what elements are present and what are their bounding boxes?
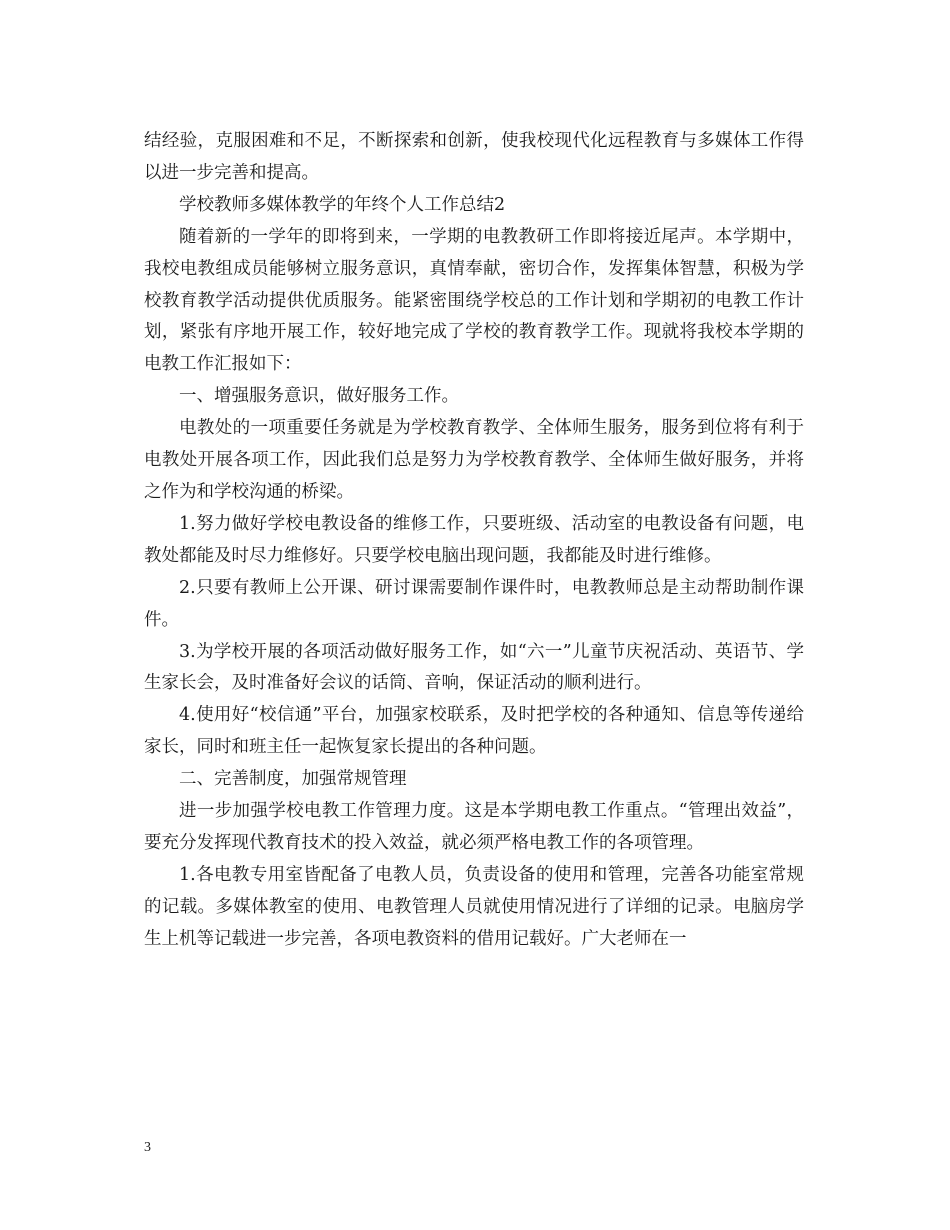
list-item-4: 4.使用好“校信通”平台，加强家校联系，及时把学校的各种通知、信息等传递给家长，同时和班主任一起恢复家长提出的各种问题。 [144, 705, 804, 758]
heading-service: 一、增强服务意识，做好服务工作。 [179, 386, 459, 407]
list-item-3: 3.为学校开展的各项活动做好服务工作，如“六一”儿童节庆祝活动、英语节、学生家长会，及时准备好会议的话筒、音响，保证活动的顺利进行。 [144, 641, 804, 694]
section-title: 学校教师多媒体教学的年终个人工作总结2 [179, 194, 506, 215]
paragraph-intro: 随着新的一学年的即将到来，一学期的电教教研工作即将接近尾声。本学期中，我校电教组成员能够树立服务意识，真情奉献，密切合作，发挥集体智慧，积极为学校教育教学活动提供优质服务。能紧密围绕学校总的工作计划和学期初的电教工作计划，紧张有序地开展工作，较好地完成了学校的教育教学工作。现就将我校本学期的电教工作汇报如下： [144, 226, 804, 375]
paragraph-service: 电教处的一项重要任务就是为学校教育教学、全体师生服务，服务到位将有利于电教处开展各项工作，因此我们总是努力为学校教育教学、全体师生做好服务，并将之作为和学校沟通的桥梁。 [144, 418, 804, 502]
paragraph-management: 进一步加强学校电教工作管理力度。这是本学期电教工作重点。“管理出效益”，要充分发挥现代教育技术的投入效益，就必须严格电教工作的各项管理。 [144, 801, 804, 853]
heading-management: 二、完善制度，加强常规管理 [179, 769, 407, 790]
list-item-2: 2.只要有教师上公开课、研讨课需要制作课件时，电教教师总是主动帮助制作课件。 [144, 577, 804, 630]
list-item-1: 1.努力做好学校电教设备的维修工作，只要班级、活动室的电教设备有问题，电教处都能及时尽力维修好。只要学校电脑出现问题，我都能及时进行维修。 [144, 513, 804, 566]
paragraph-continuation: 结经验，克服困难和不足，不断探索和创新，使我校现代化远程教育与多媒体工作得以进一步完善和提高。 [144, 131, 804, 183]
page-number: 3 [144, 1140, 151, 1155]
document-page [144, 126, 804, 956]
list-item-management-1: 1.各电教专用室皆配备了电教人员，负责设备的使用和管理，完善各功能室常规的记载。多媒体教室的使用、电教管理人员就使用情况进行了详细的记录。电脑房学生上机等记载进一步完善，各项电教资料的借用记载好。广大老师在一 [144, 864, 804, 949]
